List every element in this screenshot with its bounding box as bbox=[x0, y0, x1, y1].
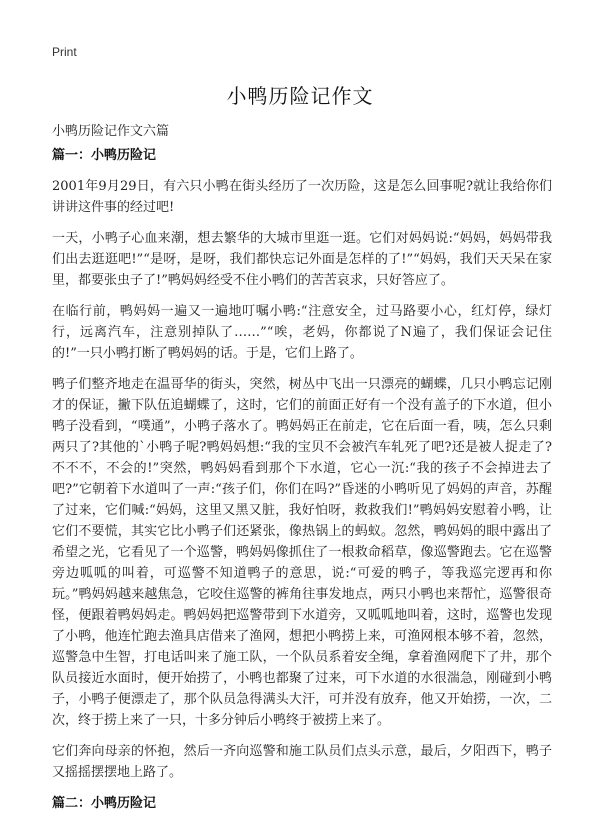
print-label: Print bbox=[52, 45, 77, 59]
paragraph-5: 它们奔向母亲的怀抱，然后一齐向巡警和施工队员们点头示意，最后，夕阳西下，鸭子又摇摇摆摆地上路了。 bbox=[52, 744, 552, 780]
document-body bbox=[52, 145, 552, 824]
section-heading-1: 篇一：小鸭历险记 bbox=[52, 148, 157, 163]
paragraph-1: 2001年9月29日，有六只小鸭在街头经历了一次历险，这是怎么回事呢?就让我给你们讲讲这件事的经过吧! bbox=[52, 179, 552, 215]
paragraph-2: 一天，小鸭子心血来潮，想去繁华的大城市里逛一逛。它们对妈妈说:“妈妈，妈妈带我们出去逛逛吧!”“是呀，是呀，我们都快忘记外面是怎样的了!”“妈妈，我们天天呆在家里，都要张虫子了!”鸭妈妈经受不住小鸭们的苦苦哀求，只好答应了。 bbox=[52, 231, 552, 288]
paragraph-3: 在临行前，鸭妈妈一遍又一遍地叮嘱小鸭:“注意安全，过马路要小心，红灯停，绿灯行，远离汽车，注意别掉队了……”“唉，老妈，你都说了N遍了，我们保证会记住的!”一只小鸭打断了鸭妈妈的话。于是，它们上路了。 bbox=[52, 304, 552, 361]
document-subtitle: 小鸭历险记作文六篇 bbox=[52, 124, 170, 139]
section-heading-2: 篇二：小鸭历险记 bbox=[52, 796, 157, 811]
document-title: 小鸭历险记作文 bbox=[226, 84, 374, 108]
paragraph-4: 鸭子们整齐地走在温哥华的街头，突然，树丛中飞出一只漂亮的蝴蝶，几只小鸭忘记刚才的保证，撇下队伍追蝴蝶了，这时，它们的前面正好有一个没有盖子的下水道，但小鸭子没看到，“噗通”，小鸭子落水了。鸭妈妈正在前走，它在后面一看，咦，怎么只剩两只了?其他的`小鸭子呢?鸭妈妈想:“我的宝贝不会被汽车轧死了吧?还是被人捉走了?不不不，不会的!”突然，鸭妈妈看到那个下水道，它心一沉:“我的孩子不会掉进去了吧?”它朝着下水道叫了一声:“孩子们，你们在吗?”昏迷的小鸭听见了妈妈的声音，苏醒了过来，它们喊:“妈妈，这里又黑又脏，我好怕呀，救救我们!”鸭妈妈安慰着小鸭，让它们不要慌，其实它比小鸭子们还紧张，像热锅上的蚂蚁。忽然，鸭妈妈的眼中露出了希望之光，它看见了一个巡警，鸭妈妈像抓住了一根救命稻草，像巡警跑去。它在巡警旁边呱呱的叫着，可巡警不知道鸭子的意思，说:“可爱的鸭子，等我巡完逻再和你玩。”鸭妈妈越来越焦急，它咬住巡警的裤角往事发地点，两只小鸭也来帮忙，巡警很奇怪，便跟着鸭妈妈走。鸭妈妈把巡警带到下水道旁，又呱呱地叫着，这时，巡警也发现了小鸭，他连忙跑去渔具店借来了渔网，想把小鸭捞上来，可渔网根本够不着，忽然，巡警急中生智，打电话叫来了施工队，一个队员系着安全绳，拿着渔网爬下了井，那个队员接近水面时，便开始捞了，小鸭也都聚了过来，可下水道的水很湍急，刚碰到小鸭子，小鸭子便漂走了，那个队员急得满头大汗，可并没有放弃，他又开始捞，一次，二次，终于捞上来了一只，十多分钟后小鸭终于被捞上来了。 bbox=[52, 377, 552, 728]
